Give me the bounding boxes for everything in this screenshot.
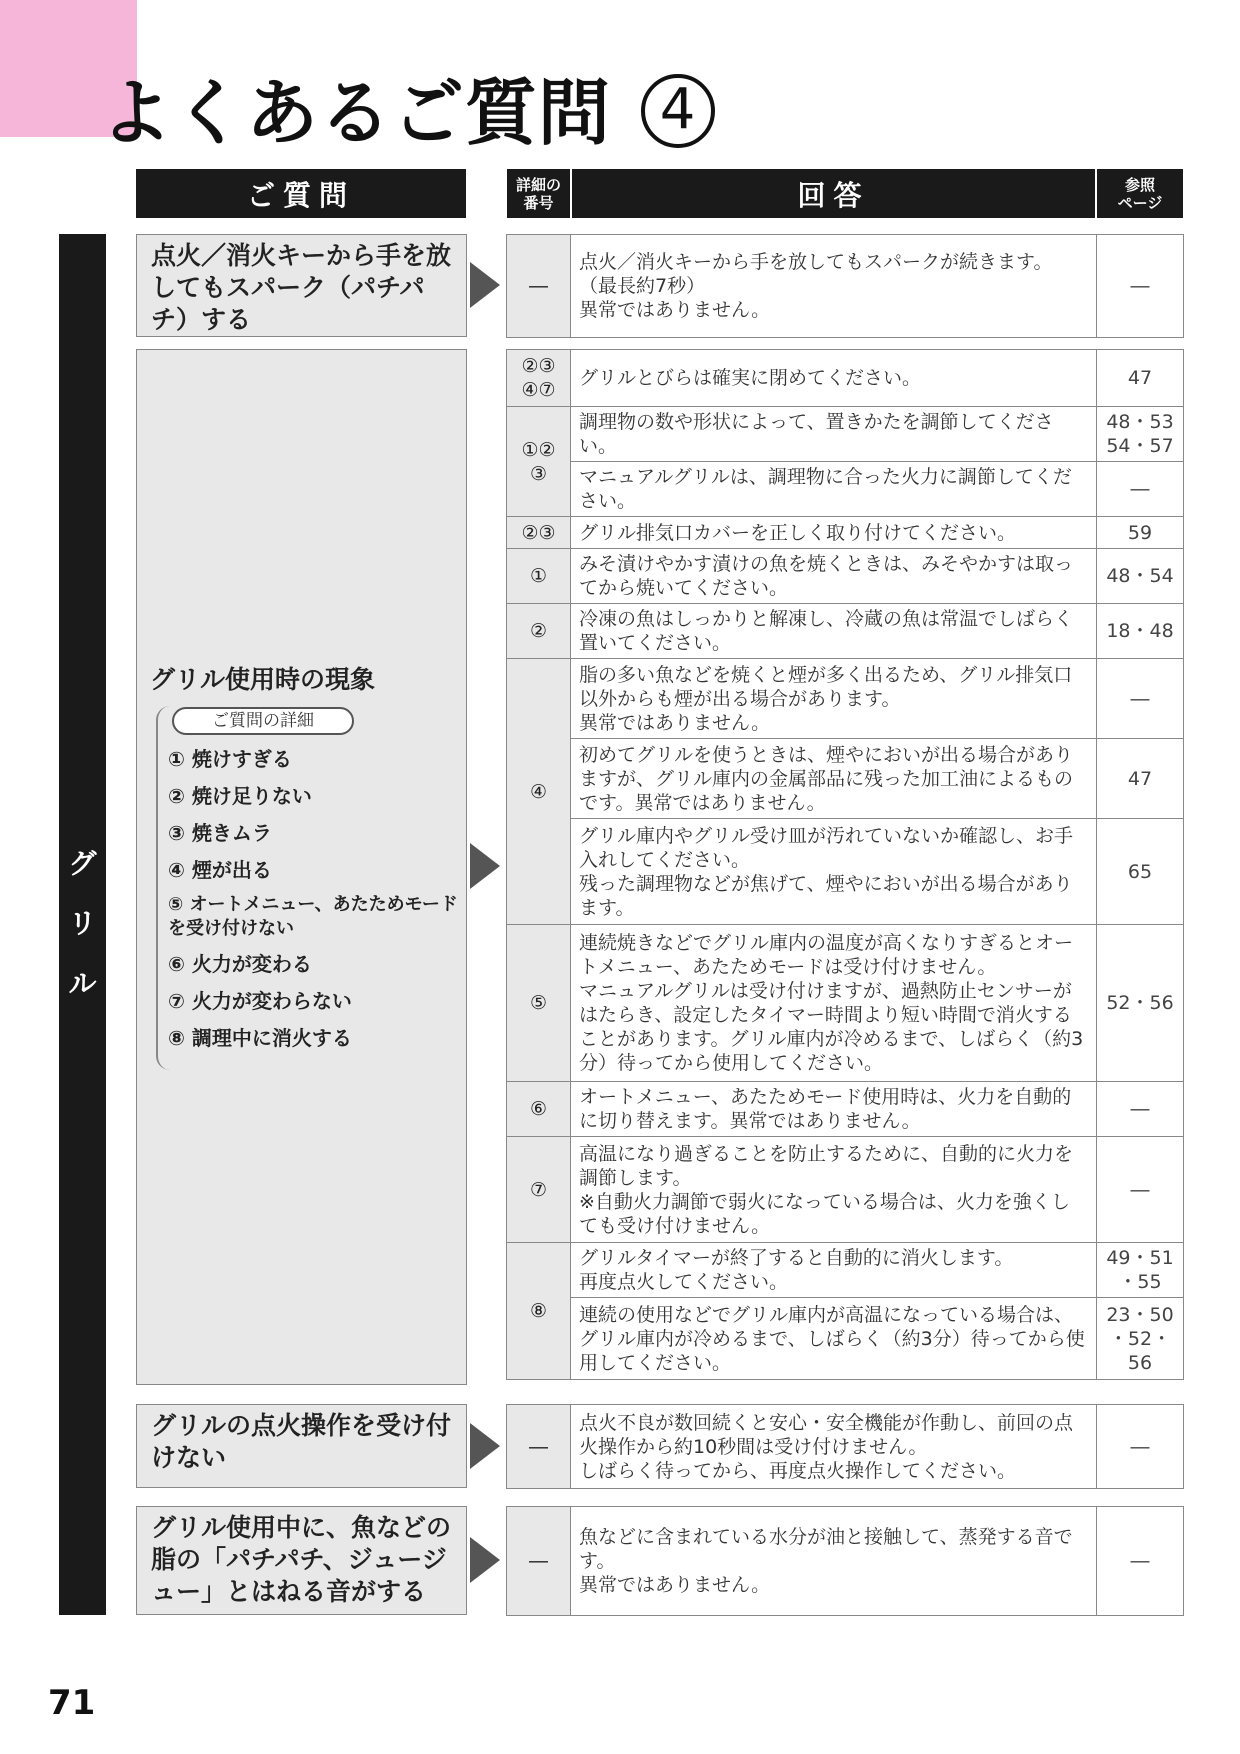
detail-item: ① 焼けすぎる xyxy=(168,747,292,771)
reference-page: 48・54 xyxy=(1097,549,1184,604)
answer-text: グリルタイマーが終了すると自動的に消火します。 再度点火してください。 xyxy=(571,1243,1097,1298)
answer-text: みそ漬けやかす漬けの魚を焼くときは、みそやかすは取ってから焼いてください。 xyxy=(571,549,1097,604)
detail-number: ― xyxy=(507,1405,571,1489)
question-text-grill: グリル使用時の現象 xyxy=(150,665,376,694)
answer-text: 点火／消火キーから手を放してもスパークが続きます。 （最長約7秒） 異常ではありません。 xyxy=(571,235,1097,338)
reference-page: ― xyxy=(1097,1082,1184,1137)
answer-text: 連続焼きなどでグリル庫内の温度が高くなりすぎるとオートメニュー、あたためモードは受け付けません。 マニュアルグリルは受け付けますが、過熱防止センサーがはたらき、設定したタイマー時間より短い時間で消火することがあります。グリル庫内が冷めるまで、しばらく（約3分）待ってから使用してください。 xyxy=(571,925,1097,1082)
reference-page: 59 xyxy=(1097,517,1184,549)
answer-text: 初めてグリルを使うときは、煙やにおいが出る場合がありますが、グリル庫内の金属部品に残った加工油によるものです。異常ではありません。 xyxy=(571,739,1097,819)
answer-row xyxy=(507,549,1184,604)
answer-text: オートメニュー、あたためモード使用時は、火力を自動的に切り替えます。異常ではありません。 xyxy=(571,1082,1097,1137)
detail-number: ②③ ④⑦ xyxy=(507,350,571,407)
detail-tag: ご質問の詳細 xyxy=(172,707,354,735)
reference-page: ― xyxy=(1097,1507,1184,1616)
reference-page: 18・48 xyxy=(1097,604,1184,659)
detail-number: ⑥ xyxy=(507,1082,571,1137)
answer-text: グリル排気口カバーを正しく取り付けてください。 xyxy=(571,517,1097,549)
detail-item: ③ 焼きムラ xyxy=(168,821,272,845)
question-box-sound xyxy=(136,1506,467,1615)
detail-item: ⑤ オートメニュー、あたためモード を受け付けない xyxy=(168,894,458,939)
arrow-icon xyxy=(470,843,500,889)
answer-row xyxy=(507,1298,1184,1380)
answer-text: 調理物の数や形状によって、置きかたを調節してください。 xyxy=(571,407,1097,462)
header-reference-page: 参照 ページ xyxy=(1097,169,1183,218)
answer-text: グリル庫内やグリル受け皿が汚れていないか確認し、お手入れしてください。 残った調理物などが焦げて、煙やにおいが出る場合があります。 xyxy=(571,819,1097,925)
answer-table-ignition xyxy=(506,1404,1184,1489)
answer-row xyxy=(507,517,1184,549)
detail-item: ④ 煙が出る xyxy=(168,858,272,882)
answer-row xyxy=(507,819,1184,925)
detail-item: ⑥ 火力が変わる xyxy=(168,952,312,976)
reference-page: 47 xyxy=(1097,350,1184,407)
header-detail-number: 詳細の 番号 xyxy=(507,169,570,218)
answer-row xyxy=(507,1507,1184,1616)
question-text: グリル使用中に、魚などの脂の「パチパチ、ジュージュー」とはねる音がする xyxy=(151,1513,452,1606)
answer-table-spark xyxy=(506,234,1184,338)
answer-text: 魚などに含まれている水分が油と接触して、蒸発する音です。 異常ではありません。 xyxy=(571,1507,1097,1616)
answer-text: 冷凍の魚はしっかりと解凍し、冷蔵の魚は常温でしばらく置いてください。 xyxy=(571,604,1097,659)
answer-table-grill xyxy=(506,349,1184,1380)
answer-row xyxy=(507,739,1184,819)
question-text: グリルの点火操作を受け付けない xyxy=(151,1411,452,1472)
reference-page: ― xyxy=(1097,1137,1184,1243)
category-bar xyxy=(59,234,106,1615)
answer-row xyxy=(507,407,1184,462)
detail-number: ④ xyxy=(507,659,571,925)
detail-number: ①② ③ xyxy=(507,407,571,517)
reference-page: ― xyxy=(1097,1405,1184,1489)
detail-list xyxy=(168,745,468,1061)
answer-table-sound xyxy=(506,1506,1184,1616)
answer-row xyxy=(507,604,1184,659)
detail-number: ② xyxy=(507,604,571,659)
reference-page: 23・50 ・52・56 xyxy=(1097,1298,1184,1380)
answer-text: 高温になり過ぎることを防止するために、自動的に火力を調節します。 ※自動火力調節で弱火になっている場合は、火力を強くしても受け付けません。 xyxy=(571,1137,1097,1243)
answer-row xyxy=(507,659,1184,739)
reference-page: ― xyxy=(1097,462,1184,517)
header-question: ご質問 xyxy=(136,169,466,218)
title-number: 4 xyxy=(641,74,715,148)
answer-text: グリルとびらは確実に閉めてください。 xyxy=(571,350,1097,407)
answer-row xyxy=(507,462,1184,517)
reference-page: ― xyxy=(1097,659,1184,739)
answer-row xyxy=(507,925,1184,1082)
detail-item: ⑦ 火力が変わらない xyxy=(168,989,352,1013)
answer-text: 脂の多い魚などを焼くと煙が多く出るため、グリル排気口以外からも煙が出る場合があります。 異常ではありません。 xyxy=(571,659,1097,739)
arrow-icon xyxy=(470,1423,500,1469)
question-text: 点火／消火キーから手を放してもスパーク（パチパチ）する xyxy=(151,241,452,334)
page-number: 71 xyxy=(48,1683,96,1723)
detail-number: ― xyxy=(507,1507,571,1616)
arrow-icon xyxy=(470,1537,500,1583)
answer-text: 連続の使用などでグリル庫内が高温になっている場合は、グリル庫内が冷めるまで、しばらく（約3分）待ってから使用してください。 xyxy=(571,1298,1097,1380)
answer-text: 点火不良が数回続くと安心・安全機能が作動し、前回の点火操作から約10秒間は受け付けません。 しばらく待ってから、再度点火操作してください。 xyxy=(571,1405,1097,1489)
detail-item: ⑧ 調理中に消火する xyxy=(168,1026,352,1050)
answer-row xyxy=(507,1243,1184,1298)
detail-number: ②③ xyxy=(507,517,571,549)
answer-text: マニュアルグリルは、調理物に合った火力に調節してください。 xyxy=(571,462,1097,517)
detail-number: ⑦ xyxy=(507,1137,571,1243)
detail-number: ① xyxy=(507,549,571,604)
arrow-icon xyxy=(470,262,500,308)
answer-row xyxy=(507,350,1184,407)
detail-number: ⑧ xyxy=(507,1243,571,1380)
category-label: グ リ ル xyxy=(68,847,97,1000)
detail-number: ⑤ xyxy=(507,925,571,1082)
answer-row xyxy=(507,1137,1184,1243)
answer-row xyxy=(507,1405,1184,1489)
reference-page: 65 xyxy=(1097,819,1184,925)
answer-row xyxy=(507,1082,1184,1137)
reference-page: 48・53 54・57 xyxy=(1097,407,1184,462)
detail-item: ② 焼け足りない xyxy=(168,784,312,808)
reference-page: 49・51 ・55 xyxy=(1097,1243,1184,1298)
question-box-ignition xyxy=(136,1404,467,1488)
header-answer: 回答 xyxy=(572,169,1095,218)
question-box-spark xyxy=(136,234,467,337)
page-title: よくあるご質問 4 xyxy=(100,55,715,159)
reference-page: 47 xyxy=(1097,739,1184,819)
reference-page: ― xyxy=(1097,235,1184,338)
answer-row xyxy=(507,235,1184,338)
detail-number: ― xyxy=(507,235,571,338)
reference-page: 52・56 xyxy=(1097,925,1184,1082)
